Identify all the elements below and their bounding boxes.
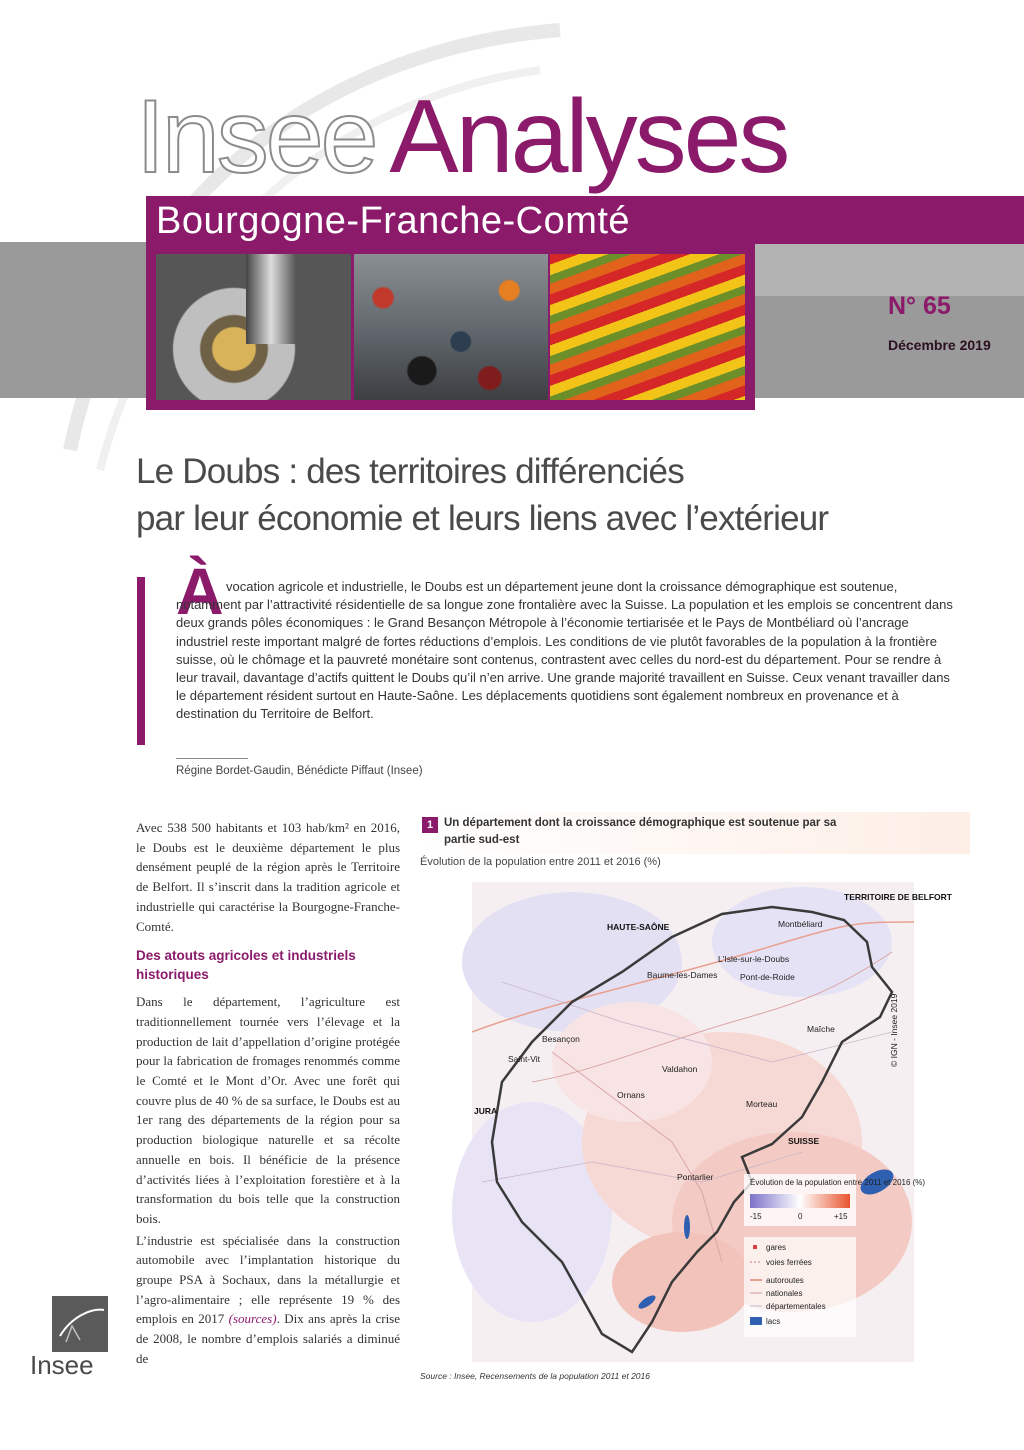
section-heading: Des atouts agricoles et industriels historiques [136,948,356,983]
photo-crowd [354,254,548,400]
body-column [136,818,400,1371]
sources-link[interactable]: (sources) [228,1311,277,1327]
legend-voies-ferrees: voies ferrées [766,1258,812,1267]
map-copyright: © IGN - Insee 2019 [889,993,899,1067]
figure-title: Un département dont la croissance démographique est soutenue par sa partie sud-est [444,817,837,846]
label-territoire-de-belfort: TERRITOIRE DE BELFORT [844,892,952,902]
logo-curve-icon [52,1296,108,1352]
map-zone-growth-besancon [552,1002,712,1122]
legend-scale-mid: 0 [798,1212,803,1221]
legend-nationales: nationales [766,1289,803,1298]
publication-title [136,79,788,195]
label-montbeliard: Montbéliard [778,919,823,929]
abstract-text: vocation agricole et industrielle, le Doubs est un département jeune dont la croissance démographique est soutenue, notamment par l’attractivité résidentielle de sa longue zone frontalière avec la Suisse. La population et les emplois se concentrent dans deux grands pôles économiques : le Grand Besançon Métropole à l’économie tertiarisée et le Pays de Montbéliard où l’ancrage industriel reste important malgré de fortes réductions d’emplois. Les conditions de vie plutôt favorables de la population à la frontière suisse, où le chômage et la pauvreté monétaire sont contenus, contrastent avec celles du nord-est du département. Pour se rendre à leur travail, davantage d’actifs quittent le Doubs qu’il n’en arrive. Une grande majorité travaillent en Suisse. Ceux venant travailler dans le département résident surtout en Haute-Saône. Les déplacements quotidiens sont également nombreux en provenance et à destination du Territoire de Belfort. [176,579,953,722]
label-haute-saone: HAUTE-SAÔNE [607,922,670,932]
insee-logo [30,1296,120,1386]
label-jura: JURA [474,1106,498,1116]
header-grey-accent [755,242,1024,296]
legend-color-scale [750,1194,850,1208]
legend-autoroutes: autoroutes [766,1276,804,1285]
paragraph-industry-end: . Dix ans après la crise de 2008, le nombre d’emplois salariés a diminué de [136,1311,401,1366]
figure-source: Source : Insee, Recensements de la population 2011 et 2016 [420,1371,650,1381]
legend-lacs: lacs [766,1317,781,1326]
label-pontarlier: Pontarlier [677,1172,714,1182]
paragraph-industry [136,1231,400,1369]
legend-scale-max: +15 [834,1212,848,1221]
figure-number: 1 [422,817,438,833]
label-baume-les-dames: Baume-les-Dames [647,970,718,980]
map-zone-decline-northeast [712,887,892,997]
photo-industry [156,254,351,400]
legend-lake-icon [750,1317,762,1325]
intro-paragraph: Avec 538 500 habitants et 103 hab/km² en 2016, le Doubs est le deuxième département le plus densément peuplé de la région après le Territoire de Belfort. Il s’inscrit dans la tradition agricole et industrielle qui caractérise la Bourgogne-Franche-Comté. [136,820,400,934]
legend-title: Évolution de la population entre 2011 et 2016 (%) [750,1178,926,1187]
title-line-2: par leur économie et leurs liens avec l’extérieur [136,499,829,538]
label-pont-de-roide: Pont-de-Roide [740,972,795,982]
label-morteau: Morteau [746,1099,778,1109]
label-saint-vit: Saint-Vit [508,1054,540,1064]
label-isle-sur-le-doubs: L'Isle-sur-le-Doubs [718,954,790,964]
legend-gares: gares [766,1243,787,1252]
abstract-accent-bar [137,577,145,745]
map-zone-growth-south [612,1232,752,1332]
authors-divider [176,758,248,759]
label-maiche: Maîche [807,1024,835,1034]
label-suisse: SUISSE [788,1136,820,1146]
legend-scale-min: -15 [750,1212,762,1221]
issue-number: N° 65 [888,292,951,320]
label-valdahon: Valdahon [662,1064,698,1074]
insee-logo-word: Insee [30,1350,94,1380]
lake-2 [684,1215,690,1239]
population-change-map [472,882,952,1362]
paragraph-agriculture: Dans le département, l’agriculture est traditionnellement tournée vers l’élevage et la production de lait d’appellation d’origine protégée pour la fabrication de fromages renommés comme le Comté et le Mont d’Or. Avec une forêt qui couvre plus de 40 % de sa surface, le Doubs est au 1er rang des départements de la région pour sa production biologique naturelle et sa récolte annuelle en bois. Il bénéficie de la présence d’activités liées à l’exploitation forestière et à la transformation du bois telle que la construction bois. [136,994,400,1226]
figure-subtitle: Évolution de la population entre 2011 et 2016 (%) [420,856,661,868]
paragraph-industry-start: L’industrie est spécialisée dans la construction automobile avec l’implantation historique du groupe PSA à Sochaux, dans la métallurgie et l’agro-alimentaire ; elle représente 19 % des emplois en 2017 [136,1232,400,1327]
title-line-1: Le Doubs : des territoires différenciés [136,452,684,491]
brand-analyses: Analyses [389,79,788,195]
legend-departementales: départementales [766,1302,826,1311]
photo-vineyards [550,254,745,400]
label-ornans: Ornans [617,1090,645,1100]
brand-insee: Insee [136,79,376,195]
label-besancon: Besançon [542,1034,580,1044]
region-name: Bourgogne-Franche-Comté [156,200,631,242]
abstract-dropcap: À [176,554,224,628]
legend-gares-icon [753,1245,757,1249]
article-title [136,448,956,542]
authors: Régine Bordet-Gaudin, Bénédicte Piffaut (Insee) [176,765,423,777]
insee-logo-mark [52,1296,108,1352]
issue-date: Décembre 2019 [888,337,991,353]
